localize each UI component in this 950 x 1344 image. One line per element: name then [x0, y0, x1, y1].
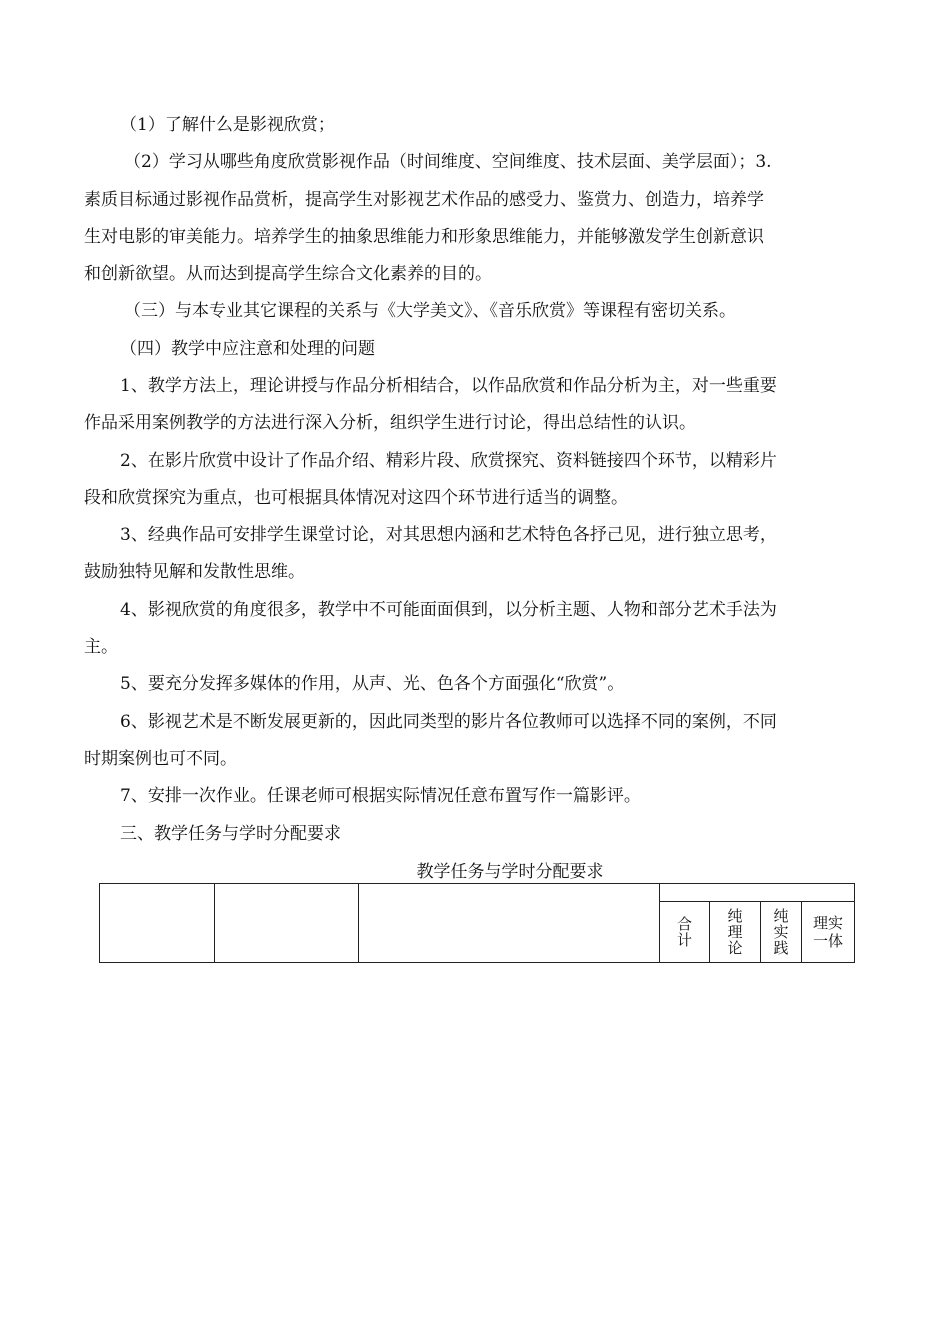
paragraph-objective-2-line-3: 生对电影的审美能力。培养学生的抽象思维能力和形象思维能力，并能够激发学生创新意识	[84, 227, 764, 247]
note-1-line-1: 1、教学方法上，理论讲授与作品分析相结合，以作品欣赏和作品分析为主，对一些重要	[120, 376, 777, 396]
column-header-pure-practice: 纯 实 践	[761, 902, 802, 963]
paragraph-objective-2-line-2: 素质目标通过影视作品赏析，提高学生对影视艺术作品的感受力、鉴赏力、创造力，培养学	[84, 190, 764, 210]
note-6-line-2: 时期案例也可不同。	[84, 749, 237, 769]
note-7: 7、安排一次作业。任课老师可根据实际情况任意布置写作一篇影评。	[120, 786, 641, 806]
note-1-line-2: 作品采用案例教学的方法进行深入分析，组织学生进行讨论，得出总结性的认识。	[84, 413, 696, 433]
table-caption: 教学任务与学时分配要求	[416, 862, 604, 882]
section-heading-teaching-notes: （四）教学中应注意和处理的问题	[120, 339, 375, 359]
column-header-pure-theory: 纯 理 论	[710, 902, 761, 963]
table-cell-empty-1	[100, 884, 215, 963]
paragraph-course-relation: （三）与本专业其它课程的关系与《大学美文》、《音乐欣赏》等课程有密切关系。	[124, 301, 736, 321]
note-2-line-1: 2、在影片欣赏中设计了作品介绍、精彩片段、欣赏探究、资料链接四个环节，以精彩片	[120, 451, 777, 471]
note-4-line-1: 4、影视欣赏的角度很多，教学中不可能面面俱到，以分析主题、人物和部分艺术手法为	[120, 600, 777, 620]
table-cell-empty-2	[215, 884, 359, 963]
table-cell-empty-3	[359, 884, 660, 963]
note-2-line-2: 段和欣赏探究为重点，也可根据具体情况对这四个环节进行适当的调整。	[84, 488, 628, 508]
note-3-line-1: 3、经典作品可安排学生课堂讨论，对其思想内涵和艺术特色各抒己见，进行独立思考，	[120, 525, 777, 545]
column-header-total: 合 计	[660, 902, 710, 963]
hours-allocation-table	[99, 883, 855, 963]
note-3-line-2: 鼓励独特见解和发散性思维。	[84, 562, 305, 582]
column-header-theory-practice-integrated: 理实 一体	[802, 902, 855, 963]
paragraph-objective-2-line-4: 和创新欲望。从而达到提高学生综合文化素养的目的。	[84, 264, 492, 284]
note-4-line-2: 主。	[84, 637, 118, 657]
note-5: 5、要充分发挥多媒体的作用，从声、光、色各个方面强化“欣赏”。	[120, 674, 625, 694]
note-6-line-1: 6、影视艺术是不断发展更新的，因此同类型的影片各位教师可以选择不同的案例，不同	[120, 712, 777, 732]
paragraph-objective-1: （1）了解什么是影视欣赏；	[120, 115, 335, 135]
section-heading-task-allocation: 三、教学任务与学时分配要求	[120, 824, 341, 844]
table-cell-hours-group-header	[660, 884, 855, 902]
paragraph-objective-2-line-1: （2）学习从哪些角度欣赏影视作品（时间维度、空间维度、技术层面、美学层面）；3.	[124, 152, 772, 172]
